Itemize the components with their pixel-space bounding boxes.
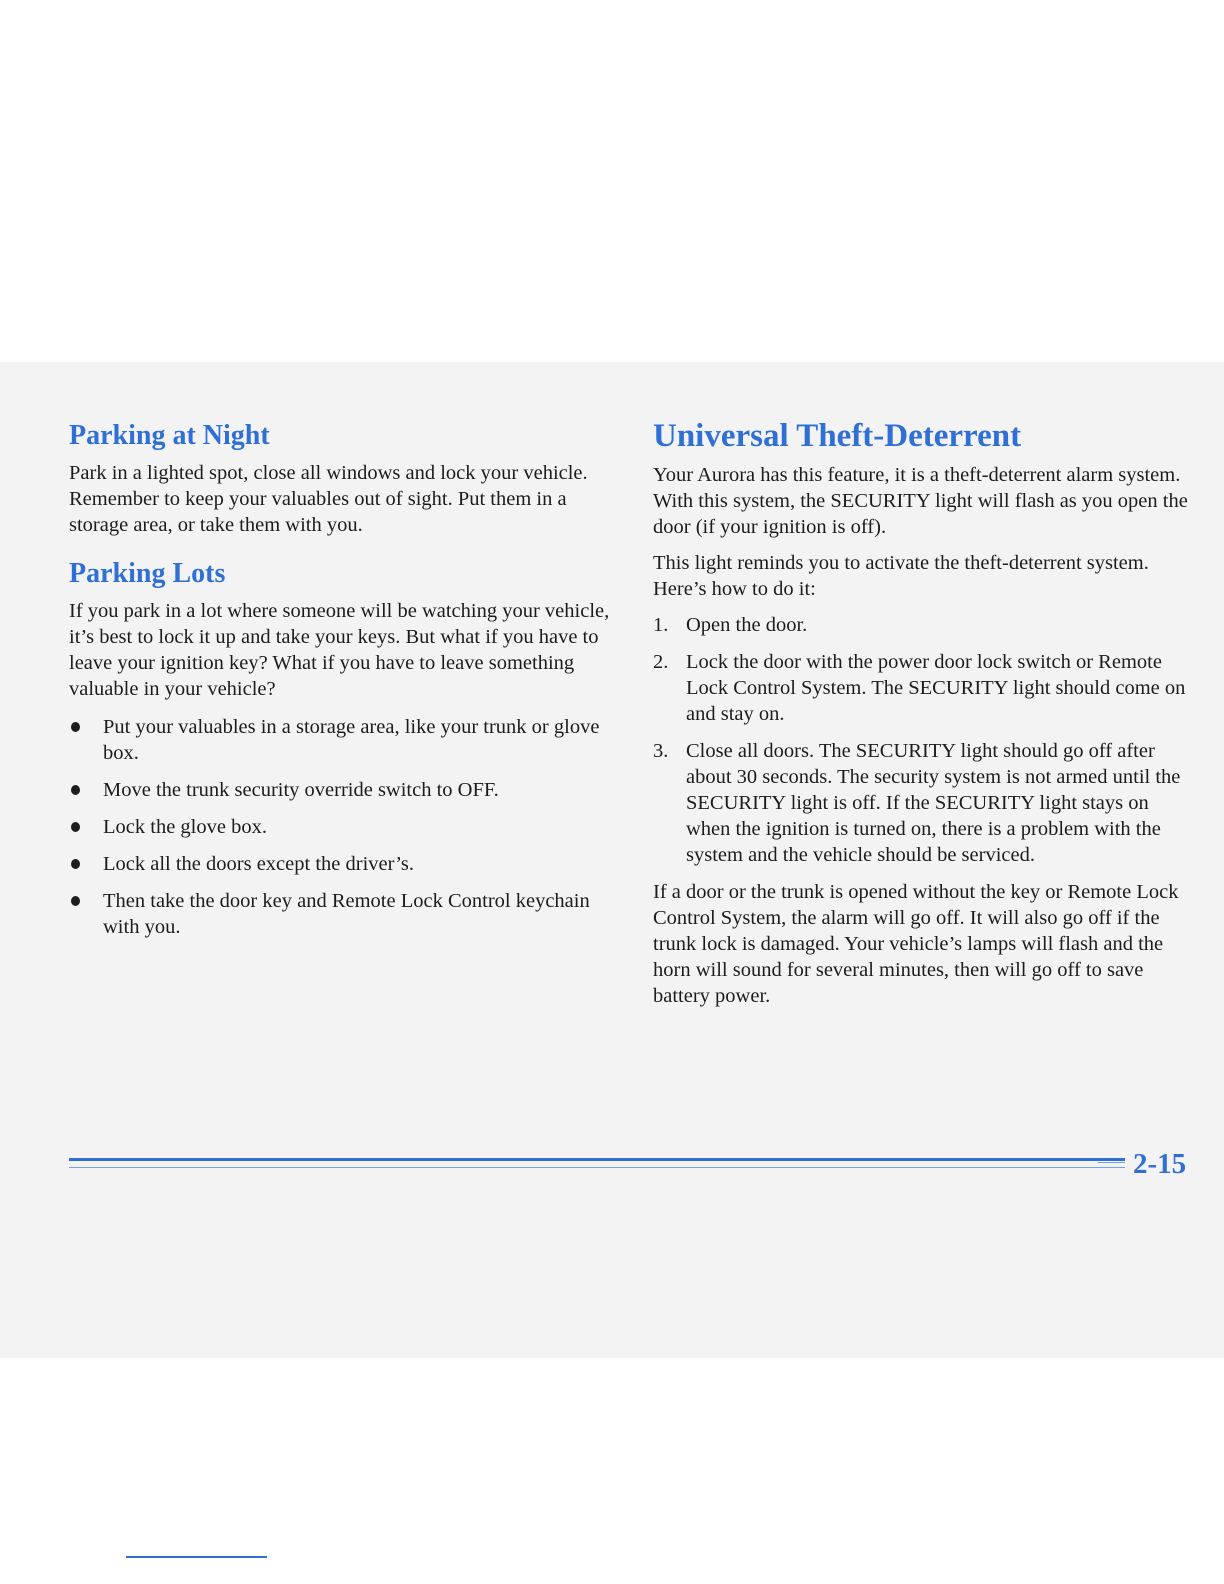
bullet-item — [69, 814, 614, 840]
bullet-item — [69, 888, 614, 940]
footer-rule-thin — [69, 1167, 1125, 1168]
activation-steps-list — [653, 612, 1198, 868]
bullet-text: Lock the glove box. — [103, 816, 267, 838]
bullet-text: Lock all the doors except the driver’s. — [103, 853, 415, 875]
parking-at-night-heading: Parking at Night — [69, 420, 270, 451]
bullet-dot-icon — [71, 722, 80, 732]
parking-lots-paragraph: If you park in a lot where someone will be watching your vehicle, it’s best to lock it up and take your keys. But what if you have to leave your ignition key? What if you have to leave something valuable in your vehicle? — [69, 600, 610, 700]
bullet-item — [69, 851, 614, 877]
footer-rule-thick — [69, 1158, 1125, 1161]
step-number: 2. — [653, 651, 669, 673]
theft-deterrent-closing: If a door or the trunk is opened without the key or Remote Lock Control System, the alarm will go off. It will also go off if the trunk lock is damaged. Your vehicle’s lamps will flash and the horn will sound for several minutes, then will go off to save battery power. — [653, 881, 1179, 1007]
parking-at-night-paragraph: Park in a lighted spot, close all windows and lock your vehicle. Remember to keep your valuables out of sight. Put them in a storage area, or take them with you. — [69, 462, 588, 536]
step-item — [653, 612, 1198, 638]
footer-rule-tick — [1098, 1162, 1125, 1163]
universal-theft-deterrent-heading: Universal Theft-Deterrent — [653, 418, 1022, 454]
bullet-text: Then take the door key and Remote Lock Control keychain with you. — [103, 890, 590, 938]
step-text: Lock the door with the power door lock switch or Remote Lock Control System. The SECURITY light should come on and stay on. — [686, 651, 1186, 725]
bottom-accent-line — [126, 1556, 267, 1558]
bullet-dot-icon — [71, 859, 80, 869]
bullet-dot-icon — [71, 785, 80, 795]
bullet-dot-icon — [71, 896, 80, 906]
left-column — [69, 418, 614, 951]
step-number: 3. — [653, 740, 669, 762]
step-text: Close all doors. The SECURITY light should go off after about 30 seconds. The security system is not armed until the SECURITY light is off. If the SECURITY light stays on when the ignition is turned on, there is a problem with the system and the vehicle should be serviced. — [686, 740, 1181, 866]
step-number: 1. — [653, 614, 669, 636]
parking-lots-heading: Parking Lots — [69, 558, 226, 589]
theft-deterrent-intro: Your Aurora has this feature, it is a theft-deterrent alarm system. With this system, the SECURITY light will flash as you open the door (if your ignition is off). — [653, 464, 1188, 538]
bullet-text: Put your valuables in a storage area, like your trunk or glove box. — [103, 716, 600, 764]
step-text: Open the door. — [686, 614, 808, 636]
bullet-dot-icon — [71, 822, 80, 832]
bullet-text: Move the trunk security override switch to OFF. — [103, 779, 499, 801]
bullet-item — [69, 714, 614, 766]
theft-deterrent-reminder: This light reminds you to activate the theft-deterrent system. Here’s how to do it: — [653, 552, 1149, 600]
step-item — [653, 649, 1198, 727]
right-column — [653, 416, 1198, 1009]
parking-lots-bullet-list — [69, 714, 614, 940]
bullet-item — [69, 777, 614, 803]
step-item — [653, 738, 1198, 868]
page-number: 2-15 — [1133, 1148, 1187, 1180]
